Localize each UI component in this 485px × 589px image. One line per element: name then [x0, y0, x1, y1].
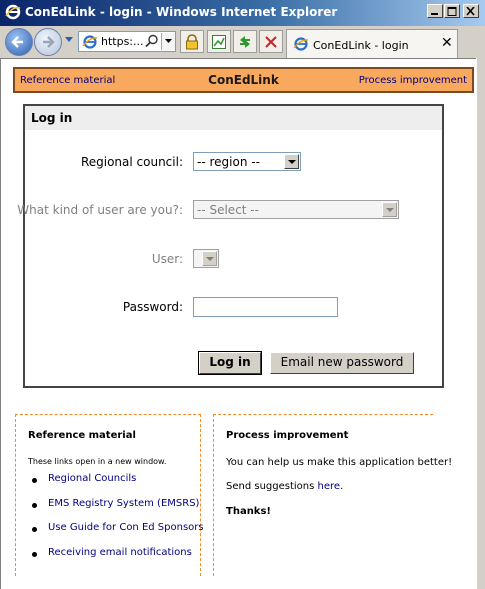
link-text[interactable]: Use Guide for Con Ed Sponsors: [48, 522, 204, 533]
email-new-password-button[interactable]: Email new password: [270, 352, 414, 374]
address-url: https:...: [101, 35, 144, 48]
bullet-icon: [32, 552, 37, 557]
process-thanks: Thanks!: [226, 506, 271, 517]
site-header: [13, 67, 474, 93]
maximize-icon: [447, 7, 457, 16]
back-button[interactable]: [5, 28, 33, 56]
navigation-bar: [0, 26, 485, 58]
page-content: [0, 58, 476, 589]
forward-button[interactable]: [34, 28, 62, 56]
close-window-button[interactable]: [463, 4, 479, 18]
link-text[interactable]: Receiving email notifications: [48, 546, 192, 558]
reference-links-list: [28, 473, 204, 571]
back-arrow-icon: [6, 29, 32, 55]
reference-link-regional-councils[interactable]: [28, 473, 204, 498]
reference-panel: [15, 414, 204, 576]
security-lock-button[interactable]: [180, 30, 204, 53]
password-field[interactable]: [193, 297, 338, 317]
user-type-dropdown-arrow[interactable]: [382, 202, 397, 217]
minimize-button[interactable]: [427, 4, 443, 18]
ie-logo-icon: [5, 4, 21, 20]
compatibility-view-icon: [211, 34, 227, 50]
login-panel: [17, 104, 444, 388]
process-line2-suffix: .: [340, 481, 344, 492]
chevron-down-icon: [288, 160, 296, 165]
minimize-icon: [430, 7, 440, 15]
search-icon[interactable]: [145, 34, 159, 48]
stop-button[interactable]: [259, 30, 283, 53]
close-icon: [466, 7, 476, 16]
forward-arrow-icon: [35, 29, 61, 55]
compatibility-view-button[interactable]: [207, 30, 231, 53]
refresh-icon: [237, 34, 253, 50]
tab-label: ConEdLink - login: [313, 39, 409, 52]
regional-council-select[interactable]: [193, 152, 301, 171]
regional-council-value: -- region --: [197, 155, 260, 169]
regional-council-dropdown-arrow[interactable]: [284, 154, 299, 169]
reference-title: Reference material: [28, 430, 136, 441]
ie-page-icon: [293, 36, 309, 52]
address-dropdown-button[interactable]: [161, 33, 175, 50]
login-panel-header: [25, 106, 442, 130]
link-text[interactable]: Regional Councils: [48, 473, 137, 484]
process-line2-prefix: Send suggestions: [226, 481, 318, 492]
bullet-icon: [32, 527, 37, 532]
refresh-button[interactable]: [233, 30, 257, 53]
recent-pages-dropdown-icon[interactable]: [64, 36, 74, 44]
chevron-down-icon: [206, 257, 214, 262]
stop-icon: [263, 34, 279, 50]
site-brand: ConEdLink: [208, 73, 279, 87]
chevron-down-icon: [162, 33, 174, 48]
ie-page-icon: [82, 34, 98, 50]
reference-link-emsrs[interactable]: [28, 498, 204, 523]
process-panel: [213, 414, 453, 576]
reference-link-use-guide[interactable]: [28, 522, 204, 547]
process-line1: You can help us make this application better!: [226, 457, 453, 468]
user-type-value: -- Select --: [197, 203, 259, 217]
user-type-select[interactable]: [193, 200, 399, 219]
regional-council-label: Regional council:: [80, 155, 183, 169]
chevron-down-icon: [386, 208, 394, 213]
vertical-scrollbar[interactable]: [476, 58, 485, 589]
address-bar[interactable]: [78, 31, 176, 52]
lock-icon: [184, 34, 200, 50]
window-title: ConEdLink - login - Windows Internet Explorer: [25, 5, 338, 19]
login-button[interactable]: Log in: [199, 352, 261, 374]
user-label: User:: [151, 252, 183, 266]
header-reference-link[interactable]: Reference material: [20, 75, 116, 86]
user-type-label: What kind of user are you?:: [17, 203, 183, 217]
bullet-icon: [32, 478, 37, 483]
reference-note: These links open in a new window.: [28, 457, 167, 466]
user-dropdown-arrow[interactable]: [202, 251, 217, 266]
close-tab-icon[interactable]: ✕: [441, 35, 453, 51]
reference-link-email-notifications[interactable]: [28, 547, 204, 572]
login-title: Log in: [31, 111, 73, 125]
link-text[interactable]: EMS Registry System (EMSRS): [48, 497, 200, 509]
process-line2: [226, 481, 343, 492]
maximize-button[interactable]: [444, 4, 460, 18]
suggestions-link[interactable]: here: [317, 481, 341, 492]
password-label: Password:: [122, 300, 183, 314]
window-titlebar[interactable]: [0, 0, 485, 26]
bullet-icon: [32, 503, 37, 508]
header-process-link[interactable]: Process improvement: [358, 75, 467, 86]
process-title: Process improvement: [226, 430, 349, 441]
tab-conedlink-login[interactable]: [286, 29, 458, 58]
user-select[interactable]: [193, 249, 219, 268]
